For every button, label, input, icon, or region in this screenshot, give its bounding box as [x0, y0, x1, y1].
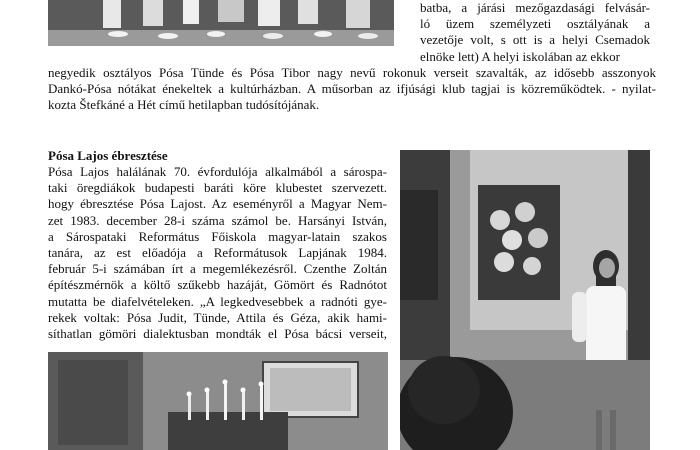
article-title: Pósa Lajos ébresztése [48, 148, 168, 163]
text-line: batba, a járási mezőgazdasági felvásár- [420, 0, 650, 15]
candles-scene [48, 352, 388, 450]
text-line: mutatta be diafelvételeken. „A legkedvesebbek a radnóti gye- [48, 293, 387, 309]
top-photo-scene [48, 0, 394, 46]
text-line: negyedik osztályos Pósa Tünde és Pósa Tibor nagy nevű rokonuk verseit szavalták, az idősebb asszonyok [48, 65, 656, 80]
text-line: ló üzem személyzeti osztályának a [420, 16, 650, 32]
text-line: taki öregdiákok budapesti baráti köre klubestet szervezett. [48, 180, 387, 196]
text-line: Dankó-Pósa nótákat énekeltek a kultúrházban. A műsorban az ifjúsági klub tagjai is közreműködtek. - nyilat- [48, 81, 656, 97]
right-photo-girl-reciting [400, 150, 650, 450]
text-line: a Sárospataki Református Főiskola magyar-latain szakos [48, 228, 387, 244]
article-body [48, 164, 387, 342]
text-line: síthatlan gömöri dialektusban mondták el Pósa bácsi verseit, [48, 326, 387, 342]
top-photo-children [48, 0, 394, 46]
text-line: zet 1983. december 28-i száma számol be. Harsányi István, [48, 212, 387, 228]
full-width-paragraph [48, 65, 656, 114]
text-line: elnöke lett) A helyi iskolában az ekkor [420, 48, 620, 64]
text-line: tanára, az est előadója a Reformátusok Lapjának 1984. [48, 245, 387, 261]
reciting-scene [400, 150, 650, 450]
text-line: vezetője volt, s ott is a helyi Csemadok [420, 32, 650, 48]
text-line: február 5-i számában írt a megemlékezésről. Czenthe Zoltán [48, 261, 387, 277]
text-line: hogy ébresztése Pósa Lajost. Az eseményről a Magyar Nem- [48, 196, 387, 212]
text-line: kozta Štefkáné a Hét című hetilapban tudósítójának. [48, 97, 320, 113]
bottom-left-photo-candles [48, 352, 388, 450]
top-right-column-text [420, 0, 650, 65]
text-line: rekek voltak: Pósa Judit, Tünde, Attila és Géza, akik hami- [48, 309, 387, 325]
text-line: Pósa Lajos halálának 70. évfordulója alkalmából a sárospa- [48, 164, 387, 179]
text-line: építészmérnök a költő szűkebb hazáját, Gömört és Radnótot [48, 277, 387, 293]
